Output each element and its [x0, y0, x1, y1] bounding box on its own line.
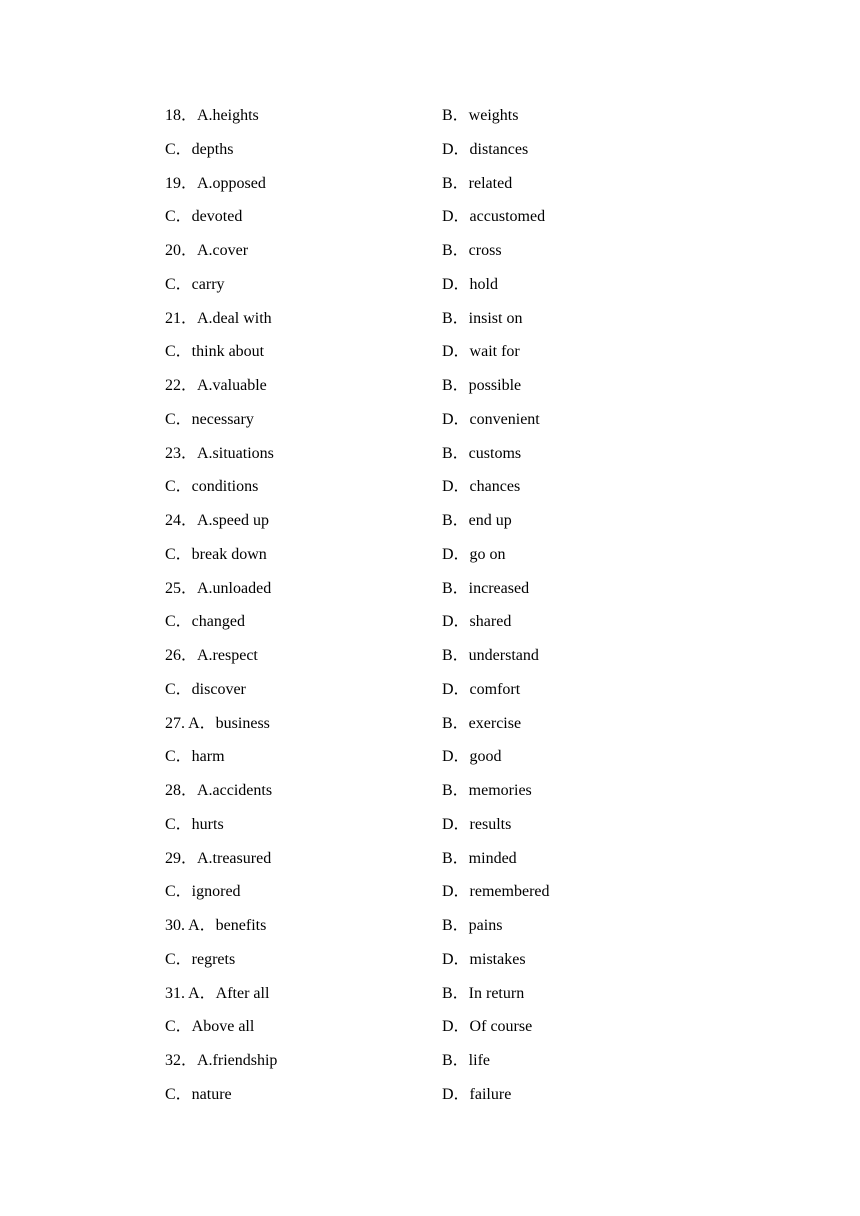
option-row: [165, 133, 705, 167]
option-right: B．possible: [442, 377, 522, 394]
option-left: 30. A．benefits: [165, 917, 267, 934]
option-right: D．failure: [442, 1085, 512, 1103]
option-right: D．chances: [442, 478, 521, 496]
option-left: 25．A.unloaded: [165, 579, 272, 597]
option-right: B．life: [442, 1052, 490, 1069]
option-right: B．related: [442, 174, 513, 192]
option-left: C．changed: [165, 613, 245, 631]
option-left: C．regrets: [165, 950, 236, 968]
option-left: C．depths: [165, 140, 234, 158]
option-left: 20．A.cover: [165, 242, 249, 259]
option-right: D．good: [442, 748, 502, 766]
option-row: [165, 1010, 705, 1044]
option-right: B．minded: [442, 849, 517, 867]
option-row: [165, 943, 705, 977]
option-row: [165, 99, 705, 133]
option-left: C．hurts: [165, 815, 224, 833]
option-right: B．In return: [442, 984, 525, 1002]
option-left: C．ignored: [165, 883, 241, 901]
option-left: C．break down: [165, 545, 267, 563]
option-right: D．go on: [442, 545, 506, 563]
option-row: [165, 1044, 705, 1078]
option-row: [165, 977, 705, 1011]
option-right: B．understand: [442, 647, 539, 664]
option-row: [165, 369, 705, 403]
option-row: [165, 234, 705, 268]
option-row: [165, 673, 705, 707]
option-right: B．exercise: [442, 714, 522, 732]
option-left: C．nature: [165, 1085, 232, 1103]
option-right: D．results: [442, 815, 512, 833]
option-left: 32．A.friendship: [165, 1052, 278, 1069]
option-right: D．accustomed: [442, 208, 546, 226]
option-row: [165, 875, 705, 909]
option-row: [165, 268, 705, 302]
option-left: C．devoted: [165, 208, 243, 226]
option-row: [165, 909, 705, 943]
option-left: C．necessary: [165, 410, 254, 428]
option-row: [165, 403, 705, 437]
option-row: [165, 774, 705, 808]
option-left: 22．A.valuable: [165, 377, 267, 394]
option-right: B．customs: [442, 444, 522, 462]
option-left: C．conditions: [165, 478, 259, 496]
option-row: [165, 470, 705, 504]
option-left: C．think about: [165, 343, 265, 361]
option-row: [165, 572, 705, 606]
option-left: 28．A.accidents: [165, 782, 273, 799]
option-left: C．discover: [165, 680, 246, 698]
option-right: B．memories: [442, 782, 532, 799]
option-left: 18．A.heights: [165, 107, 259, 124]
option-left: C．carry: [165, 275, 225, 293]
option-left: 31. A．After all: [165, 984, 270, 1002]
option-row: [165, 808, 705, 842]
option-row: [165, 538, 705, 572]
option-row: [165, 1078, 705, 1112]
option-right: B．end up: [442, 512, 512, 529]
option-row: [165, 504, 705, 538]
option-row: [165, 740, 705, 774]
option-left: C．Above all: [165, 1018, 255, 1036]
option-right: D．Of course: [442, 1018, 533, 1036]
option-row: [165, 605, 705, 639]
option-row: [165, 302, 705, 336]
option-right: B．insist on: [442, 309, 523, 327]
option-right: B．increased: [442, 579, 530, 597]
option-left: 23．A.situations: [165, 444, 274, 462]
option-row: [165, 200, 705, 234]
option-row: [165, 437, 705, 471]
option-right: D．convenient: [442, 410, 540, 428]
option-right: B．cross: [442, 242, 502, 259]
option-row: [165, 707, 705, 741]
option-row: [165, 167, 705, 201]
option-row: [165, 639, 705, 673]
option-left: 21．A.deal with: [165, 309, 272, 327]
option-left: 29．A.treasured: [165, 849, 272, 867]
option-left: 24．A.speed up: [165, 512, 269, 529]
option-row: [165, 335, 705, 369]
option-right: B．weights: [442, 107, 519, 124]
option-right: D．comfort: [442, 680, 521, 698]
option-right: D．remembered: [442, 883, 550, 901]
option-left: 19．A.opposed: [165, 174, 266, 192]
option-left: 27. A．business: [165, 714, 270, 732]
option-left: 26．A.respect: [165, 647, 258, 664]
option-left: C．harm: [165, 748, 225, 766]
option-right: D．distances: [442, 140, 529, 158]
option-right: D．wait for: [442, 343, 520, 361]
answer-options-list: [165, 99, 705, 1112]
option-row: [165, 842, 705, 876]
option-right: D．shared: [442, 613, 512, 631]
option-right: D．hold: [442, 275, 499, 293]
option-right: D．mistakes: [442, 950, 526, 968]
option-right: B．pains: [442, 917, 503, 934]
